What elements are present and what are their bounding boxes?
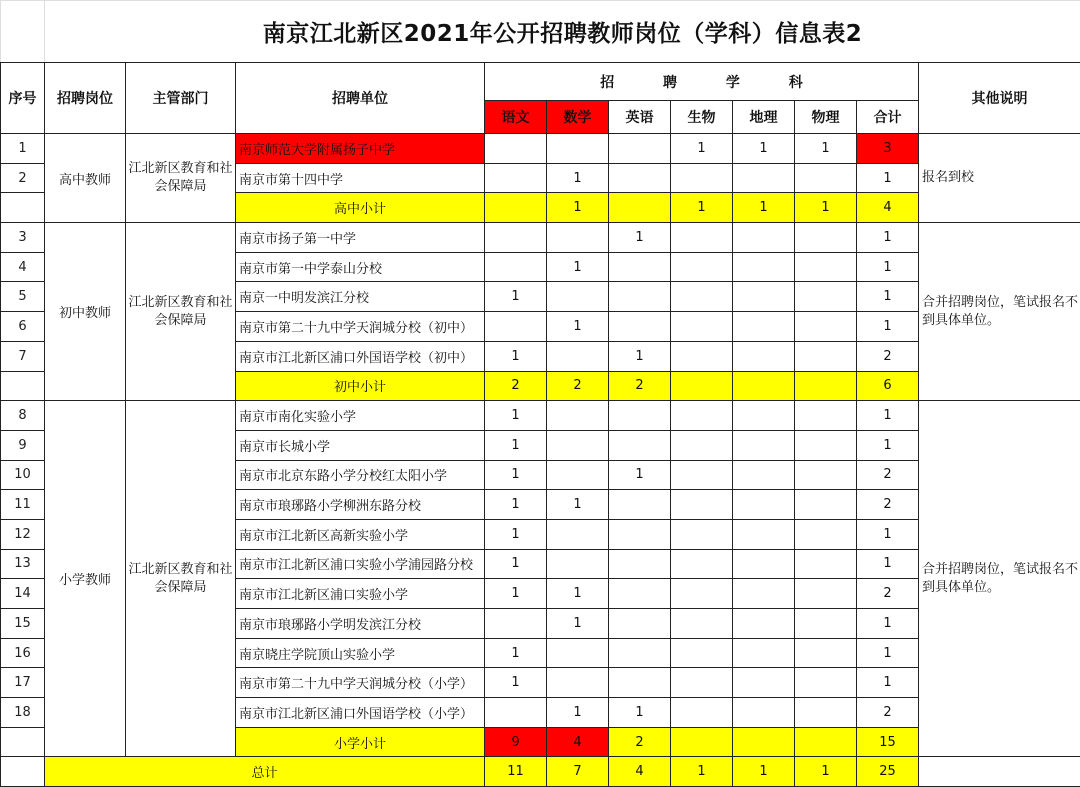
cell-value: 1: [609, 223, 671, 253]
header-subject-chinese: 语文: [485, 101, 547, 134]
cell-value: [733, 252, 795, 282]
cell-value: 1: [485, 490, 547, 520]
cell-value: 1: [547, 252, 609, 282]
cell-position: 小学教师: [45, 401, 126, 757]
cell-seq: 8: [1, 401, 45, 431]
cell-value: [485, 223, 547, 253]
cell-unit: 南京市长城小学: [236, 430, 485, 460]
header-subject-biology: 生物: [671, 101, 733, 134]
grand-total-row: [1, 757, 1080, 787]
cell-value: [733, 668, 795, 698]
cell-value: 1: [609, 460, 671, 490]
subtotal-value: 2: [485, 371, 547, 401]
cell-unit: 南京市江北新区浦口实验小学: [236, 579, 485, 609]
cell-position: 高中教师: [45, 134, 126, 223]
cell-value: [547, 134, 609, 164]
cell-value: [485, 134, 547, 164]
grand-total-value: 11: [485, 757, 547, 787]
cell-value: 1: [547, 698, 609, 728]
cell-value: 1: [485, 430, 547, 460]
cell-value: 1: [609, 341, 671, 371]
cell-value: [671, 698, 733, 728]
cell-seq-empty: [1, 757, 45, 787]
cell-value: [671, 163, 733, 193]
cell-value: 1: [485, 549, 547, 579]
subtotal-value: 1: [671, 193, 733, 223]
cell-value: 1: [671, 134, 733, 164]
subtotal-value: [795, 371, 857, 401]
header-subject-physics: 物理: [795, 101, 857, 134]
grand-total-value: 7: [547, 757, 609, 787]
cell-value: [671, 668, 733, 698]
header-subject-geography: 地理: [733, 101, 795, 134]
cell-seq: 5: [1, 282, 45, 312]
cell-row-total: 1: [857, 430, 919, 460]
cell-value: [547, 430, 609, 460]
cell-value: [547, 638, 609, 668]
cell-row-total: 1: [857, 223, 919, 253]
cell-value: [671, 341, 733, 371]
page-title: 南京江北新区2021年公开招聘教师岗位（学科）信息表2: [45, 1, 1080, 63]
cell-value: 1: [485, 519, 547, 549]
cell-value: [733, 490, 795, 520]
cell-value: [609, 668, 671, 698]
cell-value: [671, 490, 733, 520]
cell-value: [733, 282, 795, 312]
subtotal-value: 1: [733, 193, 795, 223]
cell-value: [795, 282, 857, 312]
cell-value: [609, 490, 671, 520]
cell-seq: 9: [1, 430, 45, 460]
cell-value: [671, 519, 733, 549]
cell-value: 1: [795, 134, 857, 164]
cell-unit: 南京市第二十九中学天润城分校（小学）: [236, 668, 485, 698]
cell-value: [485, 698, 547, 728]
subtotal-value: [795, 727, 857, 757]
subtotal-value: 1: [547, 193, 609, 223]
cell-value: 1: [485, 341, 547, 371]
cell-department: 江北新区教育和社会保障局: [126, 401, 236, 757]
cell-row-total: 2: [857, 490, 919, 520]
cell-row-total: 2: [857, 579, 919, 609]
cell-value: 1: [485, 282, 547, 312]
cell-note: 报名到校: [919, 134, 1080, 223]
cell-note: 合并招聘岗位，笔试报名不到具体单位。: [919, 401, 1080, 757]
cell-value: [671, 282, 733, 312]
grand-total-value: 1: [795, 757, 857, 787]
cell-note: 合并招聘岗位，笔试报名不到具体单位。: [919, 223, 1080, 401]
header-department: 主管部门: [126, 63, 236, 134]
cell-value: [795, 430, 857, 460]
cell-value: [671, 460, 733, 490]
cell-value: [795, 579, 857, 609]
cell-value: [485, 163, 547, 193]
subtotal-total: 6: [857, 371, 919, 401]
cell-value: [609, 134, 671, 164]
cell-department: 江北新区教育和社会保障局: [126, 223, 236, 401]
cell-unit: 南京市扬子第一中学: [236, 223, 485, 253]
cell-value: [795, 638, 857, 668]
cell-seq: 2: [1, 163, 45, 193]
cell-seq: 7: [1, 341, 45, 371]
cell-value: [795, 609, 857, 639]
cell-row-total: 1: [857, 549, 919, 579]
cell-value: [795, 668, 857, 698]
cell-seq: 6: [1, 312, 45, 342]
cell-value: [733, 549, 795, 579]
cell-seq: 4: [1, 252, 45, 282]
cell-row-total: 1: [857, 519, 919, 549]
cell-row-total: 1: [857, 609, 919, 639]
cell-value: [671, 312, 733, 342]
header-subject-total: 合计: [857, 101, 919, 134]
subtotal-value: 2: [609, 371, 671, 401]
cell-note-empty: [919, 757, 1080, 787]
cell-value: [671, 430, 733, 460]
cell-seq: 11: [1, 490, 45, 520]
cell-value: [671, 609, 733, 639]
cell-value: [795, 460, 857, 490]
subtotal-value: 2: [547, 371, 609, 401]
cell-seq: 14: [1, 579, 45, 609]
cell-value: [671, 401, 733, 431]
cell-value: [609, 401, 671, 431]
cell-value: [733, 312, 795, 342]
cell-value: [795, 252, 857, 282]
cell-value: [609, 430, 671, 460]
cell-unit: 南京市第十四中学: [236, 163, 485, 193]
grand-total-value: 1: [671, 757, 733, 787]
cell-value: [795, 698, 857, 728]
cell-seq-empty: [1, 371, 45, 401]
cell-value: [733, 223, 795, 253]
header-unit: 招聘单位: [236, 63, 485, 134]
cell-seq-empty: [1, 193, 45, 223]
subtotal-value: [733, 371, 795, 401]
cell-value: 1: [547, 609, 609, 639]
cell-unit: 南京市琅琊路小学柳洲东路分校: [236, 490, 485, 520]
header-row-1: [1, 63, 1080, 101]
cell-value: [671, 252, 733, 282]
header-subjects-group: 招 聘 学 科: [485, 63, 919, 101]
cell-unit: 南京市第一中学泰山分校: [236, 252, 485, 282]
cell-row-total: 2: [857, 460, 919, 490]
cell-seq: 16: [1, 638, 45, 668]
cell-unit: 南京市江北新区浦口实验小学浦园路分校: [236, 549, 485, 579]
cell-value: 1: [547, 312, 609, 342]
grand-total-sum: 25: [857, 757, 919, 787]
cell-value: 1: [485, 668, 547, 698]
subtotal-value: 4: [547, 727, 609, 757]
subtotal-label: 小学小计: [236, 727, 485, 757]
cell-value: [795, 401, 857, 431]
header-subject-english: 英语: [609, 101, 671, 134]
header-seq: 序号: [1, 63, 45, 134]
cell-value: [733, 519, 795, 549]
table-row: [1, 134, 1080, 164]
subtotal-value: 2: [609, 727, 671, 757]
cell-value: [671, 638, 733, 668]
cell-value: [547, 519, 609, 549]
cell-seq: 3: [1, 223, 45, 253]
cell-value: [795, 549, 857, 579]
grand-total-value: 1: [733, 757, 795, 787]
cell-value: [733, 163, 795, 193]
cell-unit: 南京市南化实验小学: [236, 401, 485, 431]
cell-row-total: 1: [857, 252, 919, 282]
cell-row-total: 3: [857, 134, 919, 164]
grand-total-value: 4: [609, 757, 671, 787]
cell-value: [609, 163, 671, 193]
subtotal-value: [671, 371, 733, 401]
cell-unit: 南京市第二十九中学天润城分校（初中）: [236, 312, 485, 342]
cell-value: [547, 668, 609, 698]
header-notes: 其他说明: [919, 63, 1080, 134]
cell-value: [547, 401, 609, 431]
cell-value: [733, 430, 795, 460]
cell-seq: 17: [1, 668, 45, 698]
cell-value: [609, 312, 671, 342]
subtotal-total: 15: [857, 727, 919, 757]
subtotal-label: 初中小计: [236, 371, 485, 401]
cell-value: [795, 223, 857, 253]
cell-department: 江北新区教育和社会保障局: [126, 134, 236, 223]
subtotal-value: [671, 727, 733, 757]
cell-value: 1: [547, 163, 609, 193]
cell-value: [733, 698, 795, 728]
grand-total-label: 总计: [45, 757, 485, 787]
cell-seq: 1: [1, 134, 45, 164]
cell-value: [733, 341, 795, 371]
cell-value: [795, 312, 857, 342]
cell-value: [609, 252, 671, 282]
cell-value: [485, 312, 547, 342]
cell-value: [547, 341, 609, 371]
cell-row-total: 1: [857, 638, 919, 668]
cell-unit: 南京市江北新区浦口外国语学校（小学）: [236, 698, 485, 728]
cell-value: 1: [733, 134, 795, 164]
cell-row-total: 1: [857, 163, 919, 193]
table-row: [1, 223, 1080, 253]
cell-seq: 18: [1, 698, 45, 728]
cell-unit: 南京一中明发滨江分校: [236, 282, 485, 312]
cell-value: [671, 223, 733, 253]
cell-unit: 南京市北京东路小学分校红太阳小学: [236, 460, 485, 490]
cell-value: [795, 490, 857, 520]
cell-seq: 13: [1, 549, 45, 579]
cell-value: [547, 460, 609, 490]
header-position: 招聘岗位: [45, 63, 126, 134]
cell-value: 1: [485, 638, 547, 668]
cell-unit: 南京市琅琊路小学明发滨江分校: [236, 609, 485, 639]
cell-value: [733, 638, 795, 668]
cell-unit: 南京师范大学附属扬子中学: [236, 134, 485, 164]
cell-value: [547, 549, 609, 579]
cell-value: [795, 163, 857, 193]
cell-value: 1: [609, 698, 671, 728]
cell-row-total: 1: [857, 668, 919, 698]
cell-row-total: 1: [857, 401, 919, 431]
cell-value: [485, 252, 547, 282]
cell-value: [733, 609, 795, 639]
cell-value: [485, 609, 547, 639]
cell-value: [733, 460, 795, 490]
cell-seq-empty: [1, 727, 45, 757]
table-row: [1, 401, 1080, 431]
cell-row-total: 2: [857, 698, 919, 728]
subtotal-value: [733, 727, 795, 757]
cell-value: [547, 282, 609, 312]
cell-value: [733, 579, 795, 609]
cell-value: [609, 549, 671, 579]
cell-value: [609, 282, 671, 312]
cell-value: [547, 223, 609, 253]
cell-value: 1: [485, 401, 547, 431]
cell-value: [795, 519, 857, 549]
cell-seq: 15: [1, 609, 45, 639]
title-row: [1, 1, 1080, 63]
cell-value: [609, 609, 671, 639]
cell-unit: 南京晓庄学院顶山实验小学: [236, 638, 485, 668]
cell-row-total: 1: [857, 312, 919, 342]
cell-value: [671, 579, 733, 609]
cell-unit: 南京市江北新区高新实验小学: [236, 519, 485, 549]
subtotal-total: 4: [857, 193, 919, 223]
cell-value: 1: [547, 490, 609, 520]
cell-seq: 10: [1, 460, 45, 490]
cell-row-total: 1: [857, 282, 919, 312]
subtotal-value: 1: [795, 193, 857, 223]
cell-unit: 南京市江北新区浦口外国语学校（初中）: [236, 341, 485, 371]
subtotal-value: [485, 193, 547, 223]
subtotal-value: 9: [485, 727, 547, 757]
cell-value: [795, 341, 857, 371]
cell-value: [733, 401, 795, 431]
cell-value: [609, 519, 671, 549]
subtotal-label: 高中小计: [236, 193, 485, 223]
cell-value: [671, 549, 733, 579]
cell-value: [609, 579, 671, 609]
cell-seq: 12: [1, 519, 45, 549]
header-subject-math: 数学: [547, 101, 609, 134]
cell-value: [609, 638, 671, 668]
subtotal-value: [609, 193, 671, 223]
cell-row-total: 2: [857, 341, 919, 371]
cell-value: 1: [547, 579, 609, 609]
cell-position: 初中教师: [45, 223, 126, 401]
cell-value: 1: [485, 460, 547, 490]
title-corner-cell: [1, 1, 45, 63]
cell-value: 1: [485, 579, 547, 609]
